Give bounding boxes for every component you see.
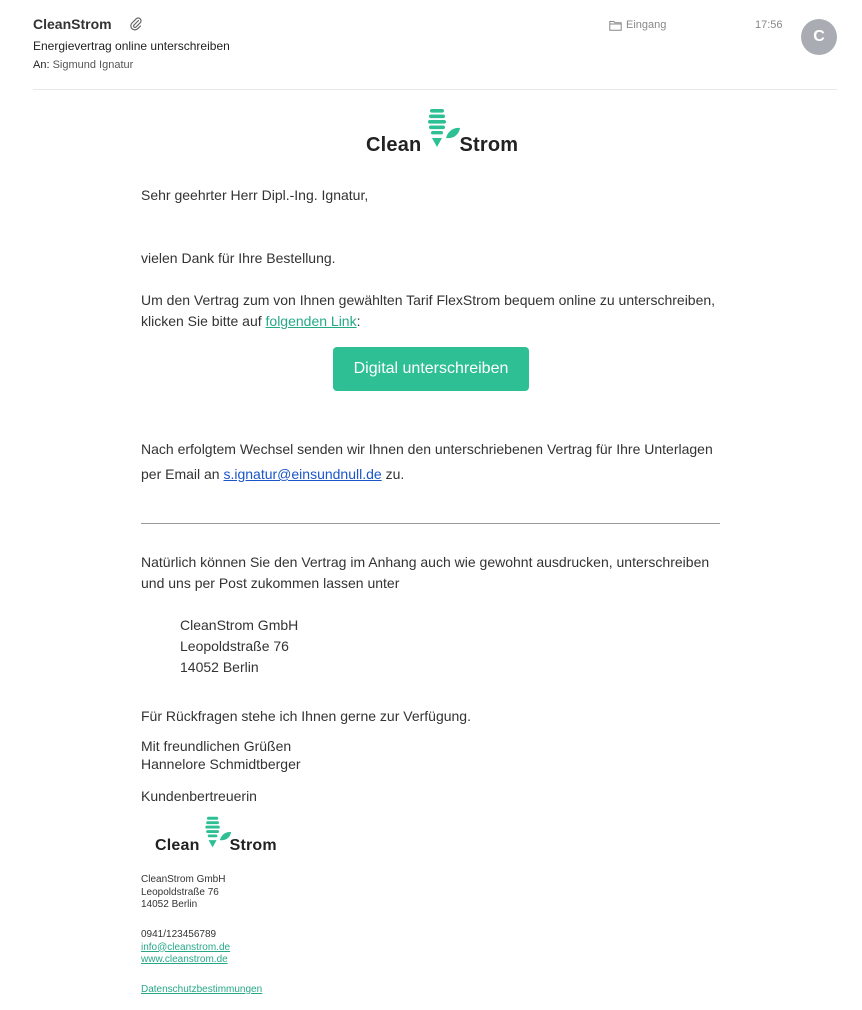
sig-logo-text-strom: Strom <box>229 837 277 854</box>
sig-bulb-leaf-icon <box>198 816 232 853</box>
paperclip-icon <box>130 17 142 31</box>
sign-instruction-line2 <box>141 311 360 332</box>
closing-text: Mit freundlichen Grüßen <box>141 738 292 754</box>
sign-link[interactable]: folgenden Link <box>265 313 357 329</box>
print-option-line2: und uns per Post zukommen lassen unter <box>141 575 400 591</box>
signer-role: Kundenbertreuerin <box>141 788 257 804</box>
footer-website-link[interactable]: www.cleanstrom.de <box>141 954 228 965</box>
logo-text-clean: Clean <box>366 134 422 156</box>
content-divider <box>141 523 720 524</box>
mail-subject: Energievertrag online unterschreiben <box>33 39 230 53</box>
questions-text: Für Rückfragen stehe ich Ihnen gerne zur Verfügung. <box>141 708 471 724</box>
sign-instruction-prefix: klicken Sie bitte auf <box>141 313 266 329</box>
bulb-leaf-icon <box>419 108 461 154</box>
sign-instruction-line1: Um den Vertrag zum von Ihnen gewählten Tarif FlexStrom bequem online zu unterschreiben, <box>141 292 716 308</box>
sender-name[interactable]: CleanStrom <box>33 16 112 32</box>
sender-avatar[interactable]: C <box>801 19 837 55</box>
folder-indicator[interactable] <box>609 19 666 31</box>
footer-address <box>141 874 225 912</box>
signature-logo <box>155 816 277 855</box>
folder-label: Eingang <box>626 19 667 31</box>
footer-street: Leopoldstraße 76 <box>141 886 219 898</box>
after-switch-line2 <box>141 464 404 485</box>
sig-logo-text-clean: Clean <box>155 837 200 854</box>
footer-contact <box>141 929 230 967</box>
signer-name: Hannelore Schmidtberger <box>141 756 301 772</box>
thanks-text: vielen Dank für Ihre Bestellung. <box>141 250 336 266</box>
after-switch-suffix: zu. <box>381 466 405 482</box>
address-city: 14052 Berlin <box>180 659 259 675</box>
digital-sign-button[interactable]: Digital unterschreiben <box>333 347 529 391</box>
logo-text-strom: Strom <box>459 134 519 156</box>
after-switch-prefix: per Email an <box>141 466 224 482</box>
mail-header <box>0 0 862 90</box>
postal-address <box>180 615 298 678</box>
folder-icon <box>609 20 622 31</box>
to-label: An: <box>33 59 50 71</box>
footer-company: CleanStrom GmbH <box>141 874 226 885</box>
print-option-line1: Natürlich können Sie den Vertrag im Anhang auch wie gewohnt ausdrucken, unterschreiben <box>141 554 710 570</box>
privacy-policy-link[interactable]: Datenschutzbestimmungen <box>141 984 263 995</box>
header-divider <box>33 89 837 90</box>
recipient-name[interactable]: Sigmund Ignatur <box>52 59 134 71</box>
cleanstrom-logo <box>366 108 518 157</box>
footer-email-link[interactable]: info@cleanstrom.de <box>141 941 231 953</box>
after-switch-line1: Nach erfolgtem Wechsel senden wir Ihnen den unterschriebenen Vertrag für Ihre Unterlagen <box>141 441 713 457</box>
footer-privacy <box>141 984 262 997</box>
recipient-email-link[interactable]: s.ignatur@einsundnull.de <box>223 466 382 482</box>
recipient-line <box>33 59 133 71</box>
greeting: Sehr geehrter Herr Dipl.-Ing. Ignatur, <box>141 187 369 203</box>
address-company: CleanStrom GmbH <box>180 617 299 633</box>
received-time: 17:56 <box>755 19 783 31</box>
footer-city: 14052 Berlin <box>141 899 198 910</box>
address-street: Leopoldstraße 76 <box>180 638 289 654</box>
footer-phone: 0941/123456789 <box>141 929 217 940</box>
sign-instruction-suffix: : <box>356 313 361 329</box>
